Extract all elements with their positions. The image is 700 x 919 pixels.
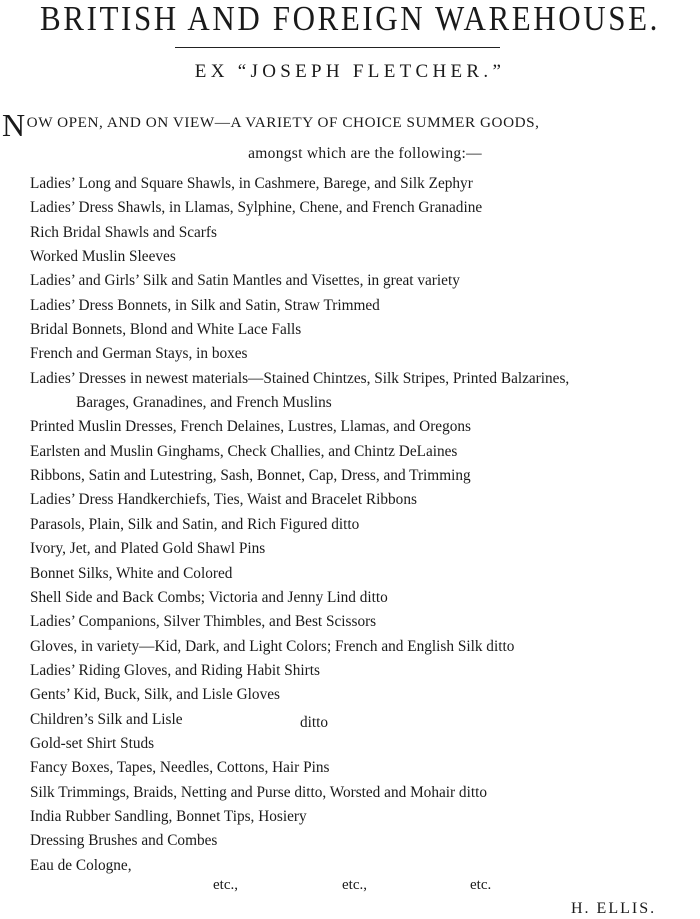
goods-item: Ivory, Jet, and Plated Gold Shawl Pins — [30, 540, 266, 558]
goods-item: Ladies’ Dress Bonnets, in Silk and Satin, Straw Trimmed — [30, 296, 380, 314]
goods-item: Ladies’ Companions, Silver Thimbles, and Best Scissors — [30, 613, 377, 631]
goods-item: Gents’ Kid, Buck, Silk, and Lisle Gloves — [30, 686, 280, 704]
goods-item: French and German Stays, in boxes — [30, 345, 248, 363]
subheadline: EX “JOSEPH FLETCHER.” — [194, 61, 506, 82]
goods-item: Gold-set Shirt Studs — [30, 734, 155, 752]
goods-item: Worked Muslin Sleeves — [30, 248, 176, 266]
goods-item: Bridal Bonnets, Blond and White Lace Falls — [30, 321, 302, 339]
goods-list — [30, 172, 700, 878]
goods-item: Gloves, in variety—Kid, Dark, and Light Colors; French and English Silk ditto — [30, 637, 515, 655]
goods-item: Earlsten and Muslin Ginghams, Check Challies, and Chintz DeLaines — [30, 442, 458, 460]
goods-item: Ladies’ Riding Gloves, and Riding Habit Shirts — [30, 661, 320, 679]
etc-label: etc., — [213, 877, 238, 893]
goods-item: Bonnet Silks, White and Colored — [30, 564, 233, 582]
goods-item: Ladies’ Dress Shawls, in Llamas, Sylphine, Chene, and French Granadine — [30, 199, 483, 217]
goods-item: Children’s Silk and Lisle — [30, 710, 183, 728]
title-rule — [175, 47, 500, 48]
goods-item: Ladies’ and Girls’ Silk and Satin Mantles and Visettes, in great variety — [30, 272, 460, 290]
intro-line-1 — [2, 107, 700, 143]
goods-item: Ladies’ Dress Handkerchiefs, Ties, Waist and Bracelet Ribbons — [30, 491, 417, 509]
goods-item: Shell Side and Back Combs; Victoria and Jenny Lind ditto — [30, 588, 388, 606]
intro-line-1-text: OW OPEN, AND ON VIEW—A VARIETY OF CHOICE SUMMER GOODS, — [26, 114, 540, 131]
goods-item: Silk Trimmings, Braids, Netting and Purse ditto, Worsted and Mohair ditto — [30, 783, 487, 801]
goods-item: Parasols, Plain, Silk and Satin, and Rich Figured ditto — [30, 515, 360, 533]
signature: H. ELLIS. — [571, 900, 657, 917]
goods-item: Ladies’ Dresses in newest materials—Stained Chintzes, Silk Stripes, Printed Balzarines, — [30, 369, 570, 387]
goods-item: Printed Muslin Dresses, French Delaines, Lustres, Llamas, and Oregons — [30, 418, 471, 436]
goods-item: Ribbons, Satin and Lutestring, Sash, Bonnet, Cap, Dress, and Trimming — [30, 467, 471, 485]
intro-line-2: amongst which are the following:— — [248, 145, 482, 162]
etc-label: etc. — [470, 877, 492, 893]
goods-item: Rich Bridal Shawls and Scarfs — [30, 223, 217, 241]
goods-item: Fancy Boxes, Tapes, Needles, Cottons, Hair Pins — [30, 759, 330, 777]
headline: BRITISH AND FOREIGN WAREHOUSE. — [40, 0, 660, 39]
goods-item-continuation: Barages, Granadines, and French Muslins — [76, 394, 332, 412]
drop-cap: N — [2, 107, 26, 143]
etc-label: etc., — [342, 877, 367, 893]
goods-item: Eau de Cologne, — [30, 856, 132, 874]
goods-item: India Rubber Sandling, Bonnet Tips, Hosiery — [30, 807, 307, 825]
children-ditto: ditto — [300, 714, 329, 731]
goods-item: Dressing Brushes and Combes — [30, 832, 218, 850]
goods-item: Ladies’ Long and Square Shawls, in Cashmere, Barege, and Silk Zephyr — [30, 175, 473, 192]
